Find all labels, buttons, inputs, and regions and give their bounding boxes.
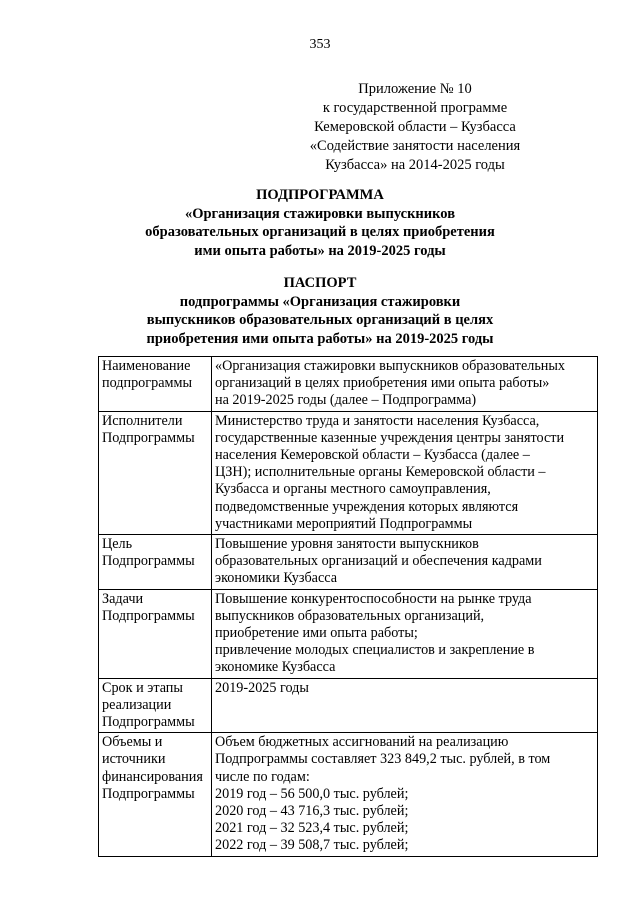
row-label-tasks: Задачи Подпрограммы [99, 589, 212, 678]
row-label-goal: Цель Подпрограммы [99, 535, 212, 590]
table-row [99, 678, 598, 733]
subprogram-title-line: ими опыта работы» на 2019-2025 годы [194, 242, 446, 259]
table-row [99, 589, 598, 678]
passport-title [0, 274, 640, 348]
row-value-name: «Организация стажировки выпускников образовательных организаций в целях приобретения ими опыта работы» на 2019-2025 годы (далее – Подпрограмма) [212, 357, 598, 412]
row-label-funding: Объемы и источники финансирования Подпрограммы [99, 733, 212, 856]
passport-title-line: приобретения ими опыта работы» на 2019-2025 годы [146, 330, 494, 347]
row-label-timeline: Срок и этапы реализации Подпрограммы [99, 678, 212, 733]
subprogram-title-line: «Организация стажировки выпускников [184, 205, 456, 222]
appendix-reference [265, 80, 565, 175]
row-label-name: Наименование подпрограммы [99, 357, 212, 412]
appendix-line: «Содействие занятости населения [309, 138, 521, 154]
table-row [99, 411, 598, 534]
subprogram-title-line: ПОДПРОГРАММА [256, 187, 384, 203]
subprogram-title-line: образовательных организаций в целях приобретения [145, 224, 495, 240]
row-value-tasks: Повышение конкурентоспособности на рынке труда выпускников образовательных организаций, приобретение ими опыта работы; привлечение молодых специалистов и закрепление в экономике Кузбасса [212, 589, 598, 678]
table-row [99, 535, 598, 590]
table-row [99, 357, 598, 412]
appendix-line: Кемеровской области – Кузбасса [314, 119, 516, 135]
row-label-executors: Исполнители Подпрограммы [99, 411, 212, 534]
appendix-line: Кузбасса» на 2014-2025 годы [325, 157, 505, 173]
page-number: 353 [309, 37, 331, 52]
table-row [99, 733, 598, 856]
row-value-goal: Повышение уровня занятости выпускников образовательных организаций и обеспечения кадрами экономики Кузбасса [212, 535, 598, 590]
passport-title-line: выпускников образовательных организаций в целях [146, 312, 494, 328]
row-value-funding: Объем бюджетных ассигнований на реализацию Подпрограммы составляет 323 849,2 тыс. рублей, в том числе по годам: 2019 год – 56 500,0 тыс. рублей; 2020 год – 43 716,3 тыс. рублей; 2021 год – 32 523,4 тыс. рублей; 2022 год – 39 508,7 тыс. рублей; [212, 733, 598, 856]
row-value-timeline: 2019-2025 годы [212, 678, 598, 733]
row-value-executors: Министерство труда и занятости населения Кузбасса, государственные казенные учреждения центры занятости населения Кемеровской области – Кузбасса (далее – ЦЗН); исполнительные органы Кемеровской области – Кузбасса и органы местного самоуправления, подведомственные учреждения которых являются участниками мероприятий Подпрограммы [212, 411, 598, 534]
passport-table [98, 356, 598, 857]
passport-title-line: подпрограммы «Организация стажировки [179, 293, 461, 310]
appendix-line: Приложение № 10 [358, 81, 472, 97]
subprogram-title [0, 186, 640, 260]
appendix-line: к государственной программе [322, 100, 508, 116]
passport-title-line: ПАСПОРТ [283, 275, 357, 291]
